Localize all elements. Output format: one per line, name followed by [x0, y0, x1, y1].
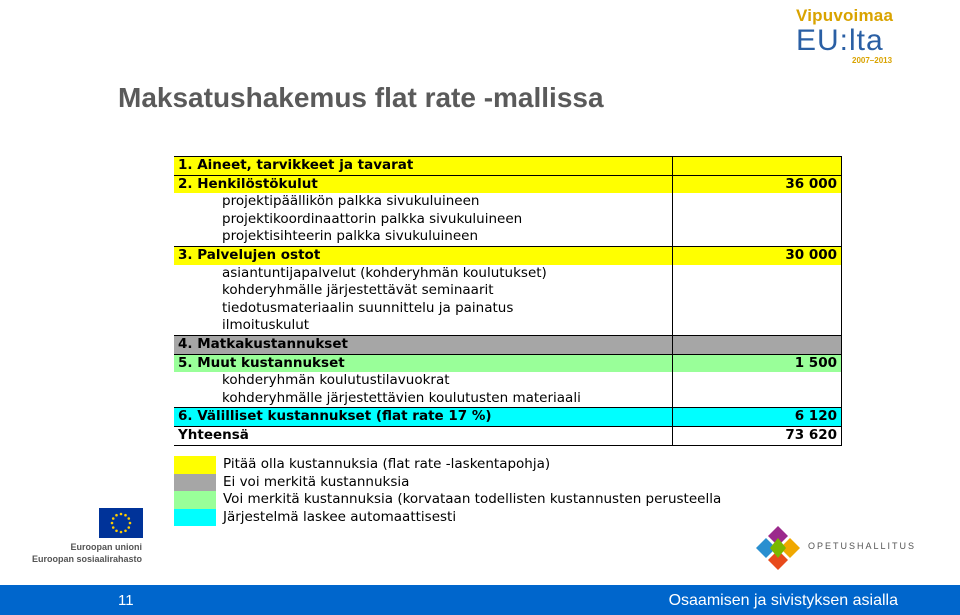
- eu-star-icon: [127, 517, 130, 520]
- budget-label: tiedotusmateriaalin suunnittelu ja painatus: [174, 300, 673, 318]
- budget-subitem-row: [174, 228, 842, 246]
- legend-label: Pitää olla kustannuksia (flat rate -laskentapohja): [223, 456, 551, 472]
- budget-amount: [673, 211, 842, 229]
- budget-label: 6. Välilliset kustannukset (flat rate 17 %): [174, 408, 673, 427]
- budget-subitem-row: [174, 317, 842, 335]
- budget-amount: 1 500: [673, 354, 842, 372]
- vipuvoimaa-logo: [790, 6, 920, 66]
- budget-amount: [673, 228, 842, 246]
- budget-category-row: [174, 157, 842, 176]
- budget-amount: [673, 300, 842, 318]
- budget-amount: [673, 317, 842, 335]
- budget-amount: [673, 372, 842, 390]
- opetushallitus-text: OPETUSHALLITUS: [808, 541, 917, 551]
- eu-star-icon: [115, 514, 118, 517]
- budget-label: kohderyhmän koulutustilavuokrat: [174, 372, 673, 390]
- budget-label: 1. Aineet, tarvikkeet ja tavarat: [174, 157, 673, 176]
- budget-label: 5. Muut kustannukset: [174, 354, 673, 372]
- budget-amount: [673, 390, 842, 408]
- budget-label: 3. Palvelujen ostot: [174, 246, 673, 264]
- opetushallitus-diamond-icon: [754, 524, 802, 572]
- eu-star-icon: [129, 522, 132, 525]
- eu-star-icon: [112, 526, 115, 529]
- logo-line1: Vipuvoimaa: [796, 6, 894, 25]
- budget-subitem-row: [174, 300, 842, 318]
- eu-star-icon: [127, 526, 130, 529]
- logo-years: 2007–2013: [852, 56, 893, 65]
- budget-amount: 6 120: [673, 408, 842, 427]
- budget-amount: [673, 157, 842, 176]
- footer-slogan: Osaamisen ja sivistyksen asialla: [668, 592, 898, 609]
- budget-amount: [673, 265, 842, 283]
- legend-label: Ei voi merkitä kustannuksia: [223, 473, 410, 490]
- legend-label: Voi merkitä kustannuksia (korvataan todellisten kustannusten perusteella: [223, 491, 722, 507]
- budget-label: projektikoordinaattorin palkka sivukuluineen: [174, 211, 673, 229]
- budget-label: kohderyhmälle järjestettävät seminaarit: [174, 282, 673, 300]
- budget-category-row: [174, 408, 842, 427]
- eu-star-icon: [124, 514, 127, 517]
- legend-swatch: [174, 456, 216, 474]
- legend-label: Järjestelmä laskee automaattisesti: [223, 508, 457, 525]
- eu-star-icon: [124, 529, 127, 532]
- budget-subitem-row: [174, 211, 842, 229]
- page-number: 11: [118, 592, 134, 609]
- eu-logo: [31, 508, 144, 568]
- budget-label: projektisihteerin palkka sivukuluineen: [174, 228, 673, 246]
- eu-star-icon: [120, 531, 123, 534]
- budget-category-row: [174, 426, 842, 445]
- footer-bar: [0, 585, 960, 615]
- legend-swatch: [174, 474, 216, 492]
- eu-flag-icon: [99, 508, 143, 538]
- budget-amount: [673, 335, 842, 354]
- eu-star-icon: [115, 529, 118, 532]
- budget-amount: 73 620: [673, 426, 842, 445]
- budget-subitem-row: [174, 193, 842, 211]
- budget-category-row: [174, 246, 842, 264]
- budget-amount: 30 000: [673, 246, 842, 264]
- budget-subitem-row: [174, 282, 842, 300]
- budget-label: projektipäällikön palkka sivukuluineen: [174, 193, 673, 211]
- budget-label: ilmoituskulut: [174, 317, 673, 335]
- eu-text-fund: Euroopan sosiaalirahasto: [31, 554, 142, 564]
- budget-amount: 36 000: [673, 175, 842, 193]
- logo-line2: EU:lta: [796, 24, 884, 57]
- eu-star-icon: [112, 517, 115, 520]
- budget-label: asiantuntijapalvelut (kohderyhmän koulutukset): [174, 265, 673, 283]
- budget-label: Yhteensä: [174, 426, 673, 445]
- budget-subitem-row: [174, 372, 842, 390]
- eu-star-icon: [111, 522, 114, 525]
- eu-text-union: Euroopan unioni: [70, 542, 142, 552]
- budget-subitem-row: [174, 390, 842, 408]
- budget-category-row: [174, 354, 842, 372]
- budget-amount: [673, 193, 842, 211]
- budget-label: 4. Matkakustannukset: [174, 335, 673, 354]
- budget-label: 2. Henkilöstökulut: [174, 175, 673, 193]
- opetushallitus-logo: [754, 524, 917, 576]
- budget-amount: [673, 282, 842, 300]
- budget-category-row: [174, 335, 842, 354]
- budget-table: [174, 156, 842, 446]
- page-title: Maksatushakemus flat rate -mallissa: [118, 82, 604, 113]
- legend-swatch: [174, 491, 216, 509]
- budget-category-row: [174, 175, 842, 193]
- budget-subitem-row: [174, 265, 842, 283]
- budget-label: kohderyhmälle järjestettävien koulutusten materiaali: [174, 390, 673, 408]
- legend-swatch: [174, 509, 216, 527]
- eu-star-icon: [120, 513, 123, 516]
